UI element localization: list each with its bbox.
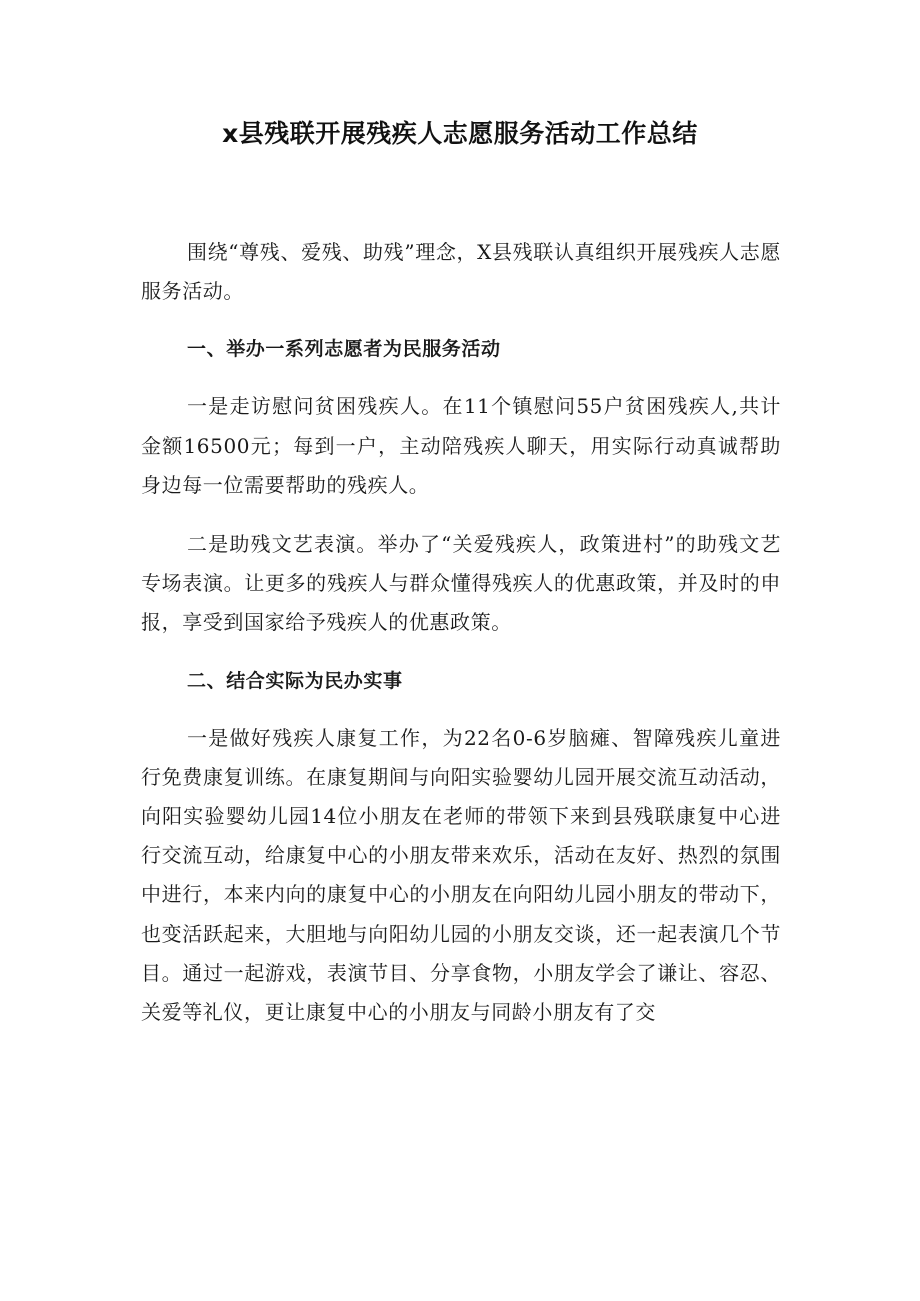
- section-2-heading: 二、结合实际为民办实事: [187, 669, 403, 692]
- section-1-paragraph-2: 二是助残文艺表演。举办了“关爱残疾人，政策进村”的助残文艺专场表演。让更多的残疾人与群众懂得残疾人的优惠政策，并及时的申报，享受到国家给予残疾人的优惠政策。: [141, 532, 781, 635]
- section-2-paragraph-1: 一是做好残疾人康复工作，为22名0-6岁脑瘫、智障残疾儿童进行免费康复训练。在康复期间与向阳实验婴幼儿园开展交流互动活动，向阳实验婴幼儿园14位小朋友在老师的带领下来到县残联康复中心进行交流互动，给康复中心的小朋友带来欢乐，活动在友好、热烈的氛围中进行，本来内向的康复中心的小朋友在向阳幼儿园小朋友的带动下，也变活跃起来，大胆地与向阳幼儿园的小朋友交谈，还一起表演几个节目。通过一起游戏，表演节目、分享食物，小朋友学会了谦让、容忍、关爱等礼仪，更让康复中心的小朋友与同龄小朋友有了交: [141, 725, 781, 1025]
- section-1-heading: 一、举办一系列志愿者为民服务活动: [187, 338, 501, 361]
- section-1-paragraph-1: 一是走访慰问贫困残疾人。在11个镇慰问55户贫困残疾人,共计金额16500元；每到一户，主动陪残疾人聊天，用实际行动真诚帮助身边每一位需要帮助的残疾人。: [141, 394, 781, 497]
- intro-paragraph: 围绕“尊残、爱残、助残”理念，X县残联认真组织开展残疾人志愿服务活动。: [141, 240, 781, 304]
- document-title: x县残联开展残疾人志愿服务活动工作总结: [222, 119, 698, 148]
- document-body: [141, 233, 781, 1032]
